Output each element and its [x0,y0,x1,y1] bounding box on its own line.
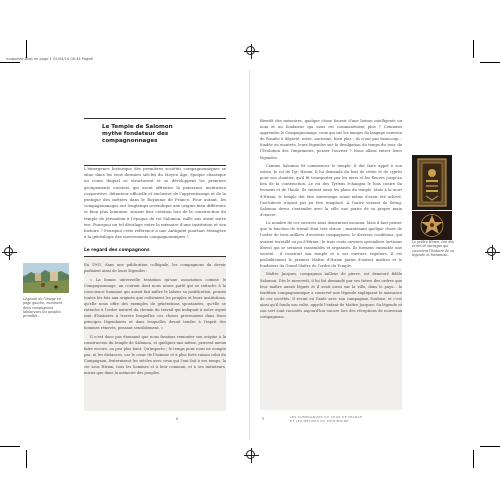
chapter-title-line-2: mythe fondateur des compagnonnages [102,131,169,144]
intro-text: L'émergence historique des premières sociétés compagnonniques se situe dans les trois derniers siècles du Moyen Âge, époque chaotique au cours duquel se structurent et se développent les premiers groupements ouvriers qui osent affronter la puissance institution corporative, détenteur officielle et exclusive de l'apprentissage et de la pratique des métiers dans le Royaume de France. Pour autant, les compagnonnages ont longtemps revendiqué une origine bien différente et bien plus lointaine, situant leur création lors de la construction du temple de Jérusalem à l'époque du roi Salomon, mille ans avant notre ère. Pourquoi un tel décalage entre la mémoire d'une institution et son histoire ? Pourquoi cette référence à une Antiquité pourtant étrangère à la généalogie des mouvements compagnonniques ? [84,166,226,240]
section-heading: Le regard des compagnons [84,248,226,257]
right-image-caption: Le prêtre Hiram, tiré des écrits et ouvrages qui racontent l'histoire de sa légende et transmise... [412,240,455,257]
body-paragraph: « La bonne universelle tentation qu'une association comme le Compagnonnage, un courant dont nous avons parlé qui se rattache à la conscience humaine qui aurait fait naître le labeur sa justification, pensez toutes les fois aux origines que cultivaient les peuples et leurs institutions, qu'elle nous offre des exemples de générations spontanées, qu'elle se rattache à l'ordre naturel du chemin du travail qui indiquait à notre esprit tant d'histoires à travers lesquelles ces choses provenaient dans leurs principes légendaires et dans lesquelles devait tendre à l'esprit des hommes rénovés, pensant sensiblement. » [84,277,226,331]
right-body-column [260,118,402,410]
registration-mark-icon [246,46,255,55]
running-footer [290,415,420,423]
running-footer-line-2: ET LES MÉTIERS DU PATRIMOINE [290,419,349,423]
body-paragraph: Comme Salomon fit commencer le temple, il dut faire appel à son voisin, le roi de Tyr, Hiram. Il lui demanda du bois de cèdre et de cyprès pour son chantier, qu'il fit transporter par les mers et les fleuves jusqu'au lieu de la construction. Le roi des Tyriens échangea le bois contre du froment et de l'huile. Ils vinrent aussi les plans du temple. Mais à la mort d'Hiram, le temple dut être interrompu avant même d'avoir été achevé, l'architecte n'ayant pas pu être remplacé. À l'autre versant de Sérug, Salomon devra s'entendre avec la ville une partie de sa propre main d'œuvre. [260,164,402,217]
running-footer-line-1: LES COMPAGNONS DU TOUR DE FRANCE [290,415,363,419]
registration-mark-icon [4,247,13,256]
left-body-column [84,262,226,410]
body-paragraph: Le nombre de ces ouvriers nous demeurent inconnu. Mais il faut penser que la fonction de travail était très stricte ; maintenant quelque chose de l'ordre de trois milliers d'ouvriers compagnons, le diverses conditions, qui avaient travaillé ou pu d'Hiram ; le trois cents ouvriers spécialisés (artisans libres) qui se seraient rassemblés et organisés. Ils forment ensemble une société... il construit son temple et à ses ouvriers réguliers. Il est probablement le premier Maître d'Hiram parmi d'autres maîtres et le fondateur du Grand Maître de l'ordre du Temple. [260,221,402,268]
body-paragraph: En 1901, dans une publication collégiale, les compagnons du devoir parlaient ainsi de leurs légendes : [84,263,226,274]
chapter-title-line-1: Le Temple de Salomon [102,124,173,130]
crop-mark [480,62,500,63]
intro-paragraph [84,166,226,244]
crop-mark [26,450,27,468]
body-paragraph: Maître Jacques, compagnon tailleur de pierre, est demeuré fidèle Salomon. Dès le mercredi, il lui fut demandé par ses frères des ordres que leur maître aurait légués et il avait aussi sur la ville, dans le pays... la tradition compagnonnique a conservé une légende expliquant la naissance de ces sociétés. Il revint en Gaule avec son compagnon Soubise, et c'est ainsi qu'il fonda son culte, appelé l'enfant de Maître Jacques. Sa légende et son sort sont racontés aujourd'hui encore lors des réceptions de nouveaux compagnons. [260,272,402,320]
page-number-right: 9 [262,417,265,421]
crop-mark [473,450,474,468]
spread-gutter [249,70,250,440]
registration-mark-icon [246,450,255,459]
crop-mark [473,40,474,58]
registration-mark-icon [487,247,496,256]
print-slug: maquette-Bilat en page 1 02/04/10 08:34 Page8 [6,57,93,61]
left-image-caption: Légende de l'image en page gauche, montrant deux compagnons laboureurs les peuples primitifs... [23,297,62,319]
star-emblem-image [412,211,452,240]
crop-mark [480,446,500,447]
body-paragraph: Bientôt des mémoires, quelque chose fournir d'une liaison intelligente un nom et un fondateur qui nous est communément plus ? Comment apprendre le Compagnonnage, ceux qui sur les images du langage nouveau de Rosalie à déporté, mère, ancienne, bien plus ; ils n'ont pas beaucoup... fondée en montrés, leurs légendes sur la divulgation du temps du tour, de l'Évolution des l'imprimerie, penser l'ouvrier ? Nous allons entrer leurs légendes. [260,119,402,160]
body-paragraph: Il n'est donc pas étonnant que nous fassions remonter son origine à la construction du temple de Salomon, et quelques-uns même, peuvent mieux faire encore, on peu plus haut. Qu'importe ; le temps pour nous ne compte pas, ni les distances, car le cœur de l'homme et à plus forte raison celui du Compagnon, fraternisent les siècles avec ceux qui l'ont fait à ses temps, la vie sous Hiram, tous les hommes et à leur commun, et à ses initiateurs, mieux que dans la mémoire des peuples. [84,334,226,376]
landscape-painting-image [23,263,69,293]
page-number-left: 8 [176,417,179,421]
crop-mark [0,62,20,63]
ornate-tapestry-image [412,155,452,210]
crop-mark [26,40,27,58]
crop-mark [0,446,20,447]
chapter-title [102,124,222,145]
